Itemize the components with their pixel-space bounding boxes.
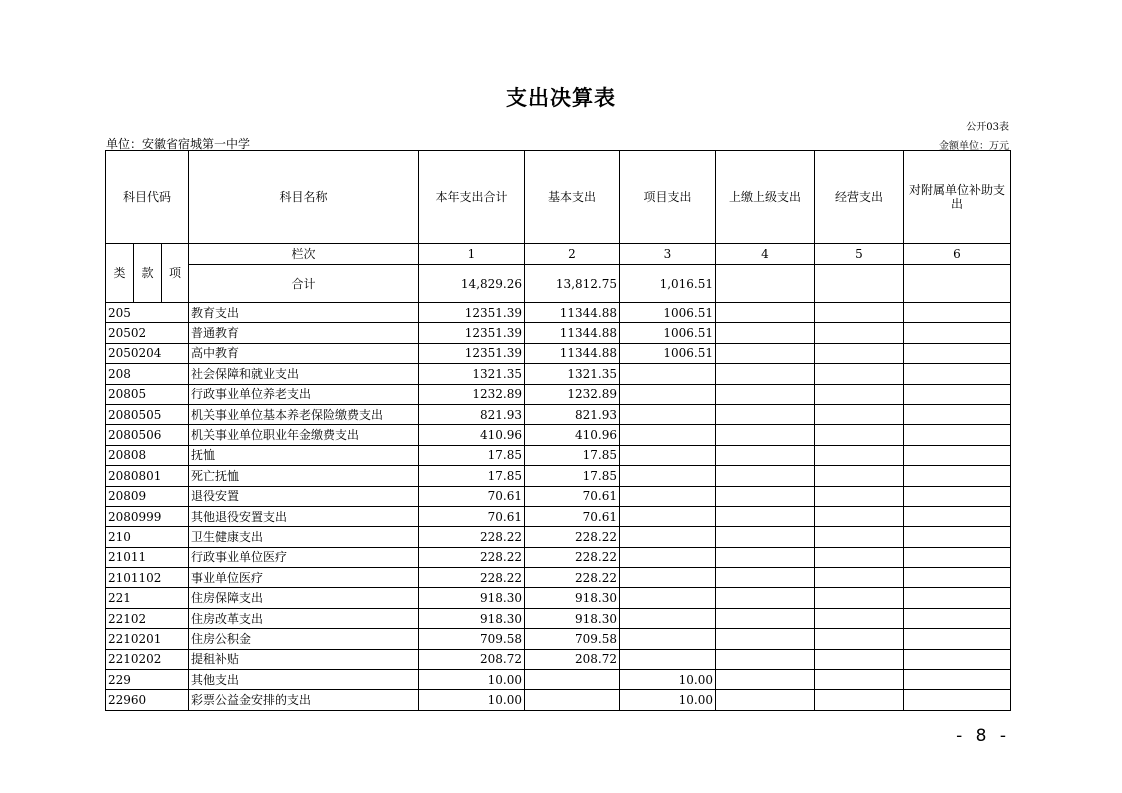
cell-business [815, 506, 904, 526]
cell-upper [716, 466, 815, 486]
cell-total: 12351.39 [419, 343, 525, 363]
cell-project [620, 527, 716, 547]
cell-subsidy [904, 629, 1011, 649]
column-index-4: 4 [716, 244, 815, 265]
document-title: 支出决算表 [506, 86, 616, 110]
cell-subsidy [904, 425, 1011, 445]
cell-subsidy [904, 547, 1011, 567]
cell-total: 410.96 [419, 425, 525, 445]
cell-project [620, 404, 716, 424]
cell-basic: 821.93 [525, 404, 620, 424]
cell-name: 高中教育 [189, 343, 419, 363]
column-index-1: 1 [419, 244, 525, 265]
cell-upper [716, 384, 815, 404]
cell-basic: 1321.35 [525, 364, 620, 384]
column-index-5: 5 [815, 244, 904, 265]
cell-total: 70.61 [419, 486, 525, 506]
cell-business [815, 404, 904, 424]
cell-subsidy [904, 343, 1011, 363]
cell-code: 208 [106, 364, 189, 384]
cell-basic: 17.85 [525, 445, 620, 465]
cell-project: 1006.51 [620, 323, 716, 343]
cell-business [815, 486, 904, 506]
cell-business [815, 670, 904, 690]
table-row [106, 547, 1011, 567]
cell-basic: 1232.89 [525, 384, 620, 404]
column-index-6: 6 [904, 244, 1011, 265]
cell-subsidy [904, 690, 1011, 710]
cell-code: 2050204 [106, 343, 189, 363]
header-kuan: 款 [134, 244, 162, 303]
cell-upper [716, 547, 815, 567]
cell-total: 918.30 [419, 608, 525, 628]
cell-subsidy [904, 486, 1011, 506]
cell-basic: 918.30 [525, 608, 620, 628]
cell-name: 卫生健康支出 [189, 527, 419, 547]
header-business: 经营支出 [815, 151, 904, 244]
sum-subsidy [904, 265, 1011, 303]
sum-row [106, 265, 1011, 303]
cell-subsidy [904, 649, 1011, 669]
header-name: 科目名称 [189, 151, 419, 244]
cell-code: 2080505 [106, 404, 189, 424]
cell-code: 22960 [106, 690, 189, 710]
table-row [106, 384, 1011, 404]
header-code: 科目代码 [106, 151, 189, 244]
cell-code: 221 [106, 588, 189, 608]
column-index-row [106, 244, 1011, 265]
cell-total: 17.85 [419, 445, 525, 465]
cell-total: 1232.89 [419, 384, 525, 404]
cell-business [815, 588, 904, 608]
form-number: 公开03表 [966, 122, 1009, 133]
cell-upper [716, 568, 815, 588]
column-index-label: 栏次 [189, 244, 419, 265]
table-row [106, 364, 1011, 384]
sum-label: 合计 [189, 265, 419, 303]
header-lei: 类 [106, 244, 134, 303]
cell-subsidy [904, 445, 1011, 465]
cell-subsidy [904, 608, 1011, 628]
table-row [106, 323, 1011, 343]
cell-business [815, 608, 904, 628]
cell-code: 2101102 [106, 568, 189, 588]
amount-unit: 金额单位：万元 [939, 141, 1009, 152]
cell-name: 其他退役安置支出 [189, 506, 419, 526]
cell-name: 事业单位医疗 [189, 568, 419, 588]
cell-business [815, 547, 904, 567]
cell-business [815, 343, 904, 363]
cell-subsidy [904, 404, 1011, 424]
cell-upper [716, 425, 815, 445]
cell-upper [716, 608, 815, 628]
expenditure-table [105, 150, 1011, 711]
header-upper: 上缴上级支出 [716, 151, 815, 244]
table-row [106, 404, 1011, 424]
sum-business [815, 265, 904, 303]
cell-business [815, 384, 904, 404]
column-index-3: 3 [620, 244, 716, 265]
table-row [106, 608, 1011, 628]
cell-basic: 11344.88 [525, 323, 620, 343]
cell-business [815, 364, 904, 384]
cell-subsidy [904, 670, 1011, 690]
cell-project [620, 466, 716, 486]
cell-subsidy [904, 303, 1011, 323]
sum-basic: 13,812.75 [525, 265, 620, 303]
cell-business [815, 629, 904, 649]
cell-code: 22102 [106, 608, 189, 628]
cell-total: 17.85 [419, 466, 525, 486]
cell-code: 21011 [106, 547, 189, 567]
cell-business [815, 425, 904, 445]
cell-business [815, 649, 904, 669]
cell-name: 行政事业单位养老支出 [189, 384, 419, 404]
cell-project: 1006.51 [620, 303, 716, 323]
cell-project: 10.00 [620, 690, 716, 710]
cell-project: 1006.51 [620, 343, 716, 363]
cell-total: 10.00 [419, 670, 525, 690]
cell-basic: 709.58 [525, 629, 620, 649]
cell-business [815, 303, 904, 323]
table-row [106, 506, 1011, 526]
cell-subsidy [904, 364, 1011, 384]
cell-subsidy [904, 506, 1011, 526]
cell-basic [525, 690, 620, 710]
cell-upper [716, 323, 815, 343]
table-row [106, 486, 1011, 506]
cell-name: 彩票公益金安排的支出 [189, 690, 419, 710]
cell-code: 229 [106, 670, 189, 690]
table-row [106, 466, 1011, 486]
cell-name: 住房保障支出 [189, 588, 419, 608]
cell-basic: 70.61 [525, 486, 620, 506]
cell-name: 机关事业单位职业年金缴费支出 [189, 425, 419, 445]
cell-basic [525, 670, 620, 690]
cell-code: 2080999 [106, 506, 189, 526]
cell-name: 其他支出 [189, 670, 419, 690]
cell-name: 普通教育 [189, 323, 419, 343]
cell-upper [716, 690, 815, 710]
cell-total: 228.22 [419, 568, 525, 588]
table-row [106, 303, 1011, 323]
table-row [106, 670, 1011, 690]
table-row [106, 343, 1011, 363]
cell-upper [716, 445, 815, 465]
cell-total: 709.58 [419, 629, 525, 649]
cell-basic: 17.85 [525, 466, 620, 486]
cell-code: 2210201 [106, 629, 189, 649]
cell-total: 12351.39 [419, 303, 525, 323]
table-row [106, 527, 1011, 547]
cell-project [620, 425, 716, 445]
cell-total: 918.30 [419, 588, 525, 608]
table-row [106, 445, 1011, 465]
cell-name: 行政事业单位医疗 [189, 547, 419, 567]
column-index-2: 2 [525, 244, 620, 265]
cell-subsidy [904, 466, 1011, 486]
sum-total: 14,829.26 [419, 265, 525, 303]
cell-basic: 228.22 [525, 527, 620, 547]
cell-total: 1321.35 [419, 364, 525, 384]
cell-name: 机关事业单位基本养老保险缴费支出 [189, 404, 419, 424]
cell-total: 70.61 [419, 506, 525, 526]
table-row [106, 690, 1011, 710]
table-row [106, 629, 1011, 649]
table-row [106, 588, 1011, 608]
header-total: 本年支出合计 [419, 151, 525, 244]
cell-upper [716, 527, 815, 547]
cell-total: 821.93 [419, 404, 525, 424]
cell-project [620, 649, 716, 669]
cell-upper [716, 486, 815, 506]
header-subsidy: 对附属单位补助支出 [904, 151, 1011, 244]
cell-name: 退役安置 [189, 486, 419, 506]
cell-project [620, 588, 716, 608]
cell-project [620, 364, 716, 384]
cell-basic: 918.30 [525, 588, 620, 608]
cell-project [620, 506, 716, 526]
cell-total: 208.72 [419, 649, 525, 669]
cell-code: 20808 [106, 445, 189, 465]
cell-project [620, 568, 716, 588]
cell-subsidy [904, 527, 1011, 547]
cell-upper [716, 506, 815, 526]
cell-business [815, 466, 904, 486]
cell-upper [716, 303, 815, 323]
cell-upper [716, 649, 815, 669]
cell-project: 10.00 [620, 670, 716, 690]
cell-business [815, 527, 904, 547]
cell-subsidy [904, 568, 1011, 588]
cell-code: 2080506 [106, 425, 189, 445]
cell-name: 住房改革支出 [189, 608, 419, 628]
header-row [106, 151, 1011, 244]
cell-basic: 228.22 [525, 568, 620, 588]
cell-project [620, 547, 716, 567]
cell-basic: 208.72 [525, 649, 620, 669]
cell-project [620, 445, 716, 465]
cell-basic: 11344.88 [525, 343, 620, 363]
cell-business [815, 323, 904, 343]
cell-upper [716, 404, 815, 424]
cell-name: 死亡抚恤 [189, 466, 419, 486]
cell-code: 2080801 [106, 466, 189, 486]
cell-total: 12351.39 [419, 323, 525, 343]
cell-basic: 11344.88 [525, 303, 620, 323]
table-row [106, 649, 1011, 669]
cell-code: 20502 [106, 323, 189, 343]
reporting-unit: 单位：安徽省宿城第一中学 [106, 137, 251, 151]
cell-name: 住房公积金 [189, 629, 419, 649]
cell-basic: 410.96 [525, 425, 620, 445]
sum-upper [716, 265, 815, 303]
cell-basic: 70.61 [525, 506, 620, 526]
cell-code: 20805 [106, 384, 189, 404]
cell-subsidy [904, 384, 1011, 404]
cell-code: 210 [106, 527, 189, 547]
cell-code: 20809 [106, 486, 189, 506]
cell-upper [716, 670, 815, 690]
cell-project [620, 486, 716, 506]
cell-business [815, 690, 904, 710]
cell-business [815, 445, 904, 465]
header-xiang: 项 [162, 244, 189, 303]
cell-project [620, 608, 716, 628]
cell-project [620, 629, 716, 649]
cell-code: 2210202 [106, 649, 189, 669]
page-number: - 8 - [956, 726, 1010, 746]
cell-upper [716, 343, 815, 363]
cell-business [815, 568, 904, 588]
cell-name: 社会保障和就业支出 [189, 364, 419, 384]
header-basic: 基本支出 [525, 151, 620, 244]
cell-upper [716, 588, 815, 608]
cell-subsidy [904, 588, 1011, 608]
cell-name: 提租补贴 [189, 649, 419, 669]
cell-total: 10.00 [419, 690, 525, 710]
sum-project: 1,016.51 [620, 265, 716, 303]
cell-total: 228.22 [419, 527, 525, 547]
cell-name: 教育支出 [189, 303, 419, 323]
cell-name: 抚恤 [189, 445, 419, 465]
cell-project [620, 384, 716, 404]
header-project: 项目支出 [620, 151, 716, 244]
cell-upper [716, 364, 815, 384]
cell-total: 228.22 [419, 547, 525, 567]
table-row [106, 568, 1011, 588]
cell-subsidy [904, 323, 1011, 343]
cell-basic: 228.22 [525, 547, 620, 567]
cell-upper [716, 629, 815, 649]
table-row [106, 425, 1011, 445]
cell-code: 205 [106, 303, 189, 323]
